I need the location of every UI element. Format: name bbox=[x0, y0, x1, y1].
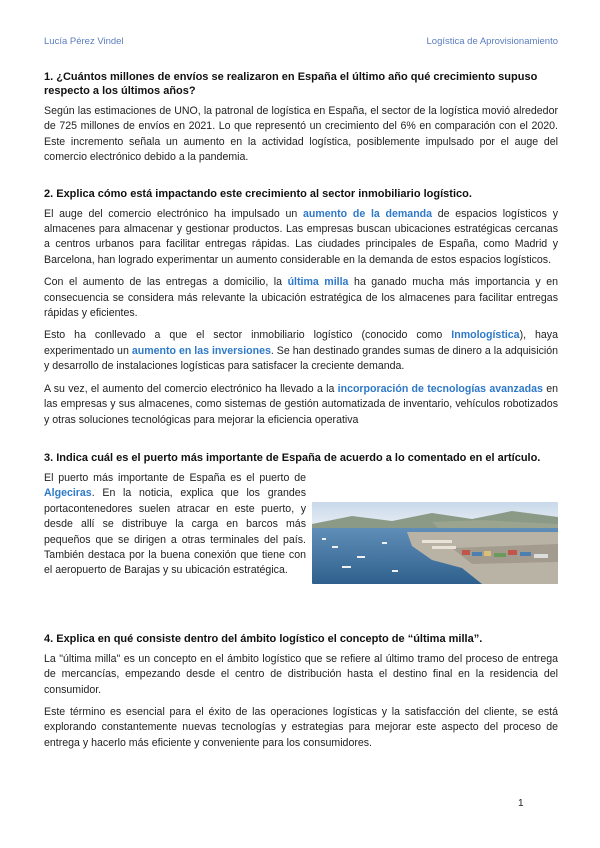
highlight-investments: aumento en las inversiones bbox=[131, 344, 271, 357]
port-aerial-photo bbox=[312, 502, 558, 584]
question-1-answer: Según las estimaciones de UNO, la patronal de logística en España, el sector de la logística movió alrededor de 725 millones de envíos en 2021. Lo que representó un crecimiento del 6% en comparación con el 2020. Este incremento señala un aumento en la actividad logística, posiblemente impulsado por el auge del comercio electrónico debido a la pandemia. bbox=[44, 105, 558, 164]
question-2-title: 2. Explica cómo está impactando este crecimiento al sector inmobiliario logístico. bbox=[44, 187, 472, 200]
question-4-title: 4. Explica en qué consiste dentro del ámbito logístico el concepto de “última milla”. bbox=[44, 632, 483, 645]
header-course: Logística de Aprovisionamiento bbox=[426, 36, 558, 47]
highlight-technologies: incorporación de tecnologías avanzadas bbox=[337, 382, 543, 395]
highlight-algeciras: Algeciras bbox=[44, 487, 92, 500]
question-1-title: 1. ¿Cuántos millones de envíos se realizaron en España el último año qué crecimiento supuso respecto a los últimos años? bbox=[44, 71, 538, 97]
port-photo-image bbox=[312, 502, 558, 584]
question-2-paragraph-2: Con el aumento de las entregas a domicilio, la última milla ha ganado mucha más importancia y en consecuencia se considera más relevante la ubicación estratégica de los almacenes para facilitar entregas rápidas y eficientes. bbox=[44, 276, 558, 320]
page-number: 1 bbox=[518, 798, 524, 809]
question-4-paragraph-2: Este término es esencial para el éxito de las operaciones logísticas y la satisfacción del cliente, se está explorando constantemente nuevas tecnologías y estrategias para mejorar este aspecto del proceso de entrega y hacerlo más eficiente y conveniente para los consumidores. bbox=[44, 705, 558, 749]
port-section bbox=[44, 471, 558, 579]
header-author: Lucía Pérez Vindel bbox=[44, 36, 124, 47]
question-4-paragraph-1: La "última milla" es un concepto en el ámbito logístico que se refiere al último tramo del proceso de entrega de mercancías, empezando desde el centro de distribución hasta el destino final en la residencia del consumidor. bbox=[44, 652, 558, 696]
question-2-paragraph-4: A su vez, el aumento del comercio electrónico ha llevado a la incorporación de tecnologías avanzadas en las empresas y sus almacenes, como sistemas de gestión automatizada de inventario, vehículos robotizados y otras soluciones tecnológicas para mejorar la eficiencia operativa bbox=[44, 382, 558, 426]
page-header bbox=[44, 36, 558, 47]
question-3-answer: El puerto más importante de España es el puerto de Algeciras. En la noticia, explica que los grandes portacontenedores suelen atracar en este puerto, y desde allí se distribuye la carga en barcos más pequeños que se dirigen a otras terminales del país. También destaca por la buena conexión que tiene con el aeropuerto de Barajas y su ubicación estratégica. bbox=[44, 471, 306, 577]
highlight-last-mile: última milla bbox=[287, 276, 349, 289]
highlight-demand: aumento de la demanda bbox=[303, 207, 433, 220]
question-3-title: 3. Indica cuál es el puerto más importante de España de acuerdo a lo comentado en el artículo. bbox=[44, 451, 541, 464]
highlight-inmologistica: Inmologística bbox=[451, 329, 520, 342]
question-2-paragraph-1: El auge del comercio electrónico ha impulsado un aumento de la demanda de espacios logísticos y almacenes para almacenar y gestionar productos. Las empresas buscan ubicaciones estratégicas cercanas a centros urbanos para facilitar entregas rápidas. Las ciudades principales de España, como Madrid y Barcelona, han logrado experimentar un aumento considerable en la demanda de estos espacios logísticos. bbox=[44, 207, 558, 266]
page-content bbox=[44, 70, 558, 758]
question-2-paragraph-3: Esto ha conllevado a que el sector inmobiliario logístico (conocido como Inmologística), haya experimentado un aumento en las inversiones. Se han destinado grandes sumas de dinero a la adquisición y desarrollo de instalaciones logísticas para satisfacer la creciente demanda. bbox=[44, 329, 558, 373]
